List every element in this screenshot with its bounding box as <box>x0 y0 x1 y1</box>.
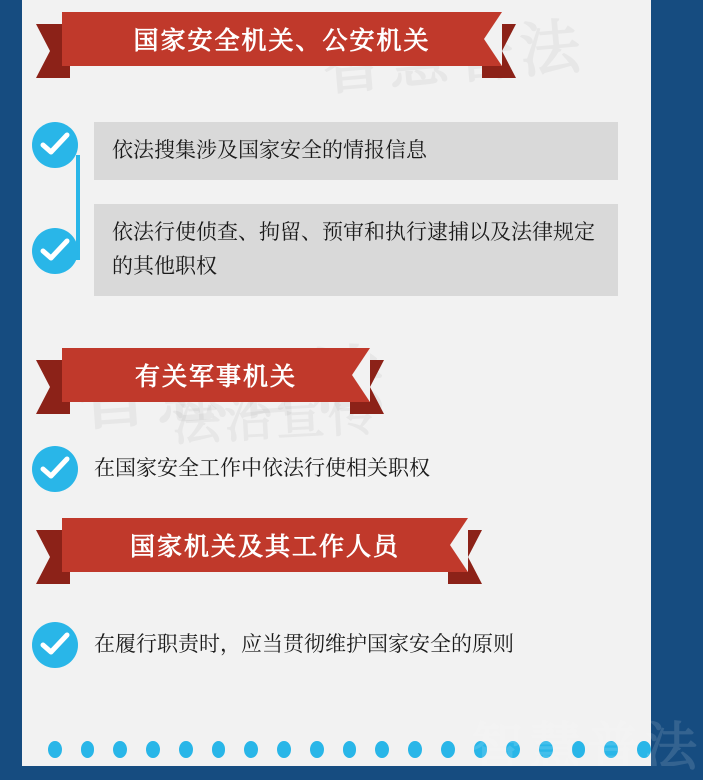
footer-dot <box>113 741 127 758</box>
footer-dot <box>310 741 324 758</box>
check-icon <box>32 122 78 168</box>
section-title-2: 有关军事机关 <box>134 363 297 391</box>
footer-dot <box>146 741 160 758</box>
footer-dot <box>375 741 389 758</box>
footer-dot <box>343 741 357 758</box>
list-item-text: 依法行使侦查、拘留、预审和执行逮捕以及法律规定的其他职权 <box>94 204 618 296</box>
ribbon-body-1 <box>62 12 502 66</box>
list-item <box>32 622 632 668</box>
check-mark-glyph <box>41 133 69 157</box>
footer-dot <box>604 741 618 758</box>
footer-dot <box>441 741 455 758</box>
list-item-text: 在国家安全工作中依法行使相关职权 <box>94 457 430 480</box>
footer-dot <box>572 741 586 758</box>
footer-dot <box>506 741 520 758</box>
section-title-3: 国家机关及其工作人员 <box>129 533 400 561</box>
section-banner-3 <box>62 518 468 580</box>
footer-dot <box>48 741 62 758</box>
footer-dot <box>539 741 553 758</box>
footer-dot <box>277 741 291 758</box>
check-mark-glyph <box>41 239 69 263</box>
ribbon-body-2 <box>62 348 370 402</box>
check-icon <box>32 446 78 492</box>
check-mark-glyph <box>41 457 69 481</box>
ribbon-notch-2 <box>352 348 370 402</box>
footer-dot-strip <box>22 741 651 758</box>
check-icon <box>32 622 78 668</box>
list-item <box>32 122 632 180</box>
bottom-frame-band <box>0 766 673 780</box>
ribbon-body-3 <box>62 518 468 572</box>
footer-dot <box>244 741 258 758</box>
check-icon <box>32 228 78 274</box>
list-item <box>32 204 632 296</box>
footer-dot <box>408 741 422 758</box>
check-mark-glyph <box>41 633 69 657</box>
footer-dot <box>212 741 226 758</box>
footer-dot <box>81 741 95 758</box>
ribbon-notch-1 <box>484 12 502 66</box>
list-item <box>32 446 632 492</box>
ribbon-notch-3 <box>450 518 468 572</box>
list-item-text: 在履行职责时，应当贯彻维护国家安全的原则 <box>94 633 514 656</box>
section-banner-2 <box>62 348 370 410</box>
section-title-1: 国家安全机关、公安机关 <box>133 27 431 55</box>
footer-dot <box>637 741 651 758</box>
list-item-text: 依法搜集涉及国家安全的情报信息 <box>94 122 618 180</box>
footer-dot <box>179 741 193 758</box>
poster-content-panel <box>22 0 651 780</box>
footer-dot <box>474 741 488 758</box>
section-banner-1 <box>62 12 502 74</box>
